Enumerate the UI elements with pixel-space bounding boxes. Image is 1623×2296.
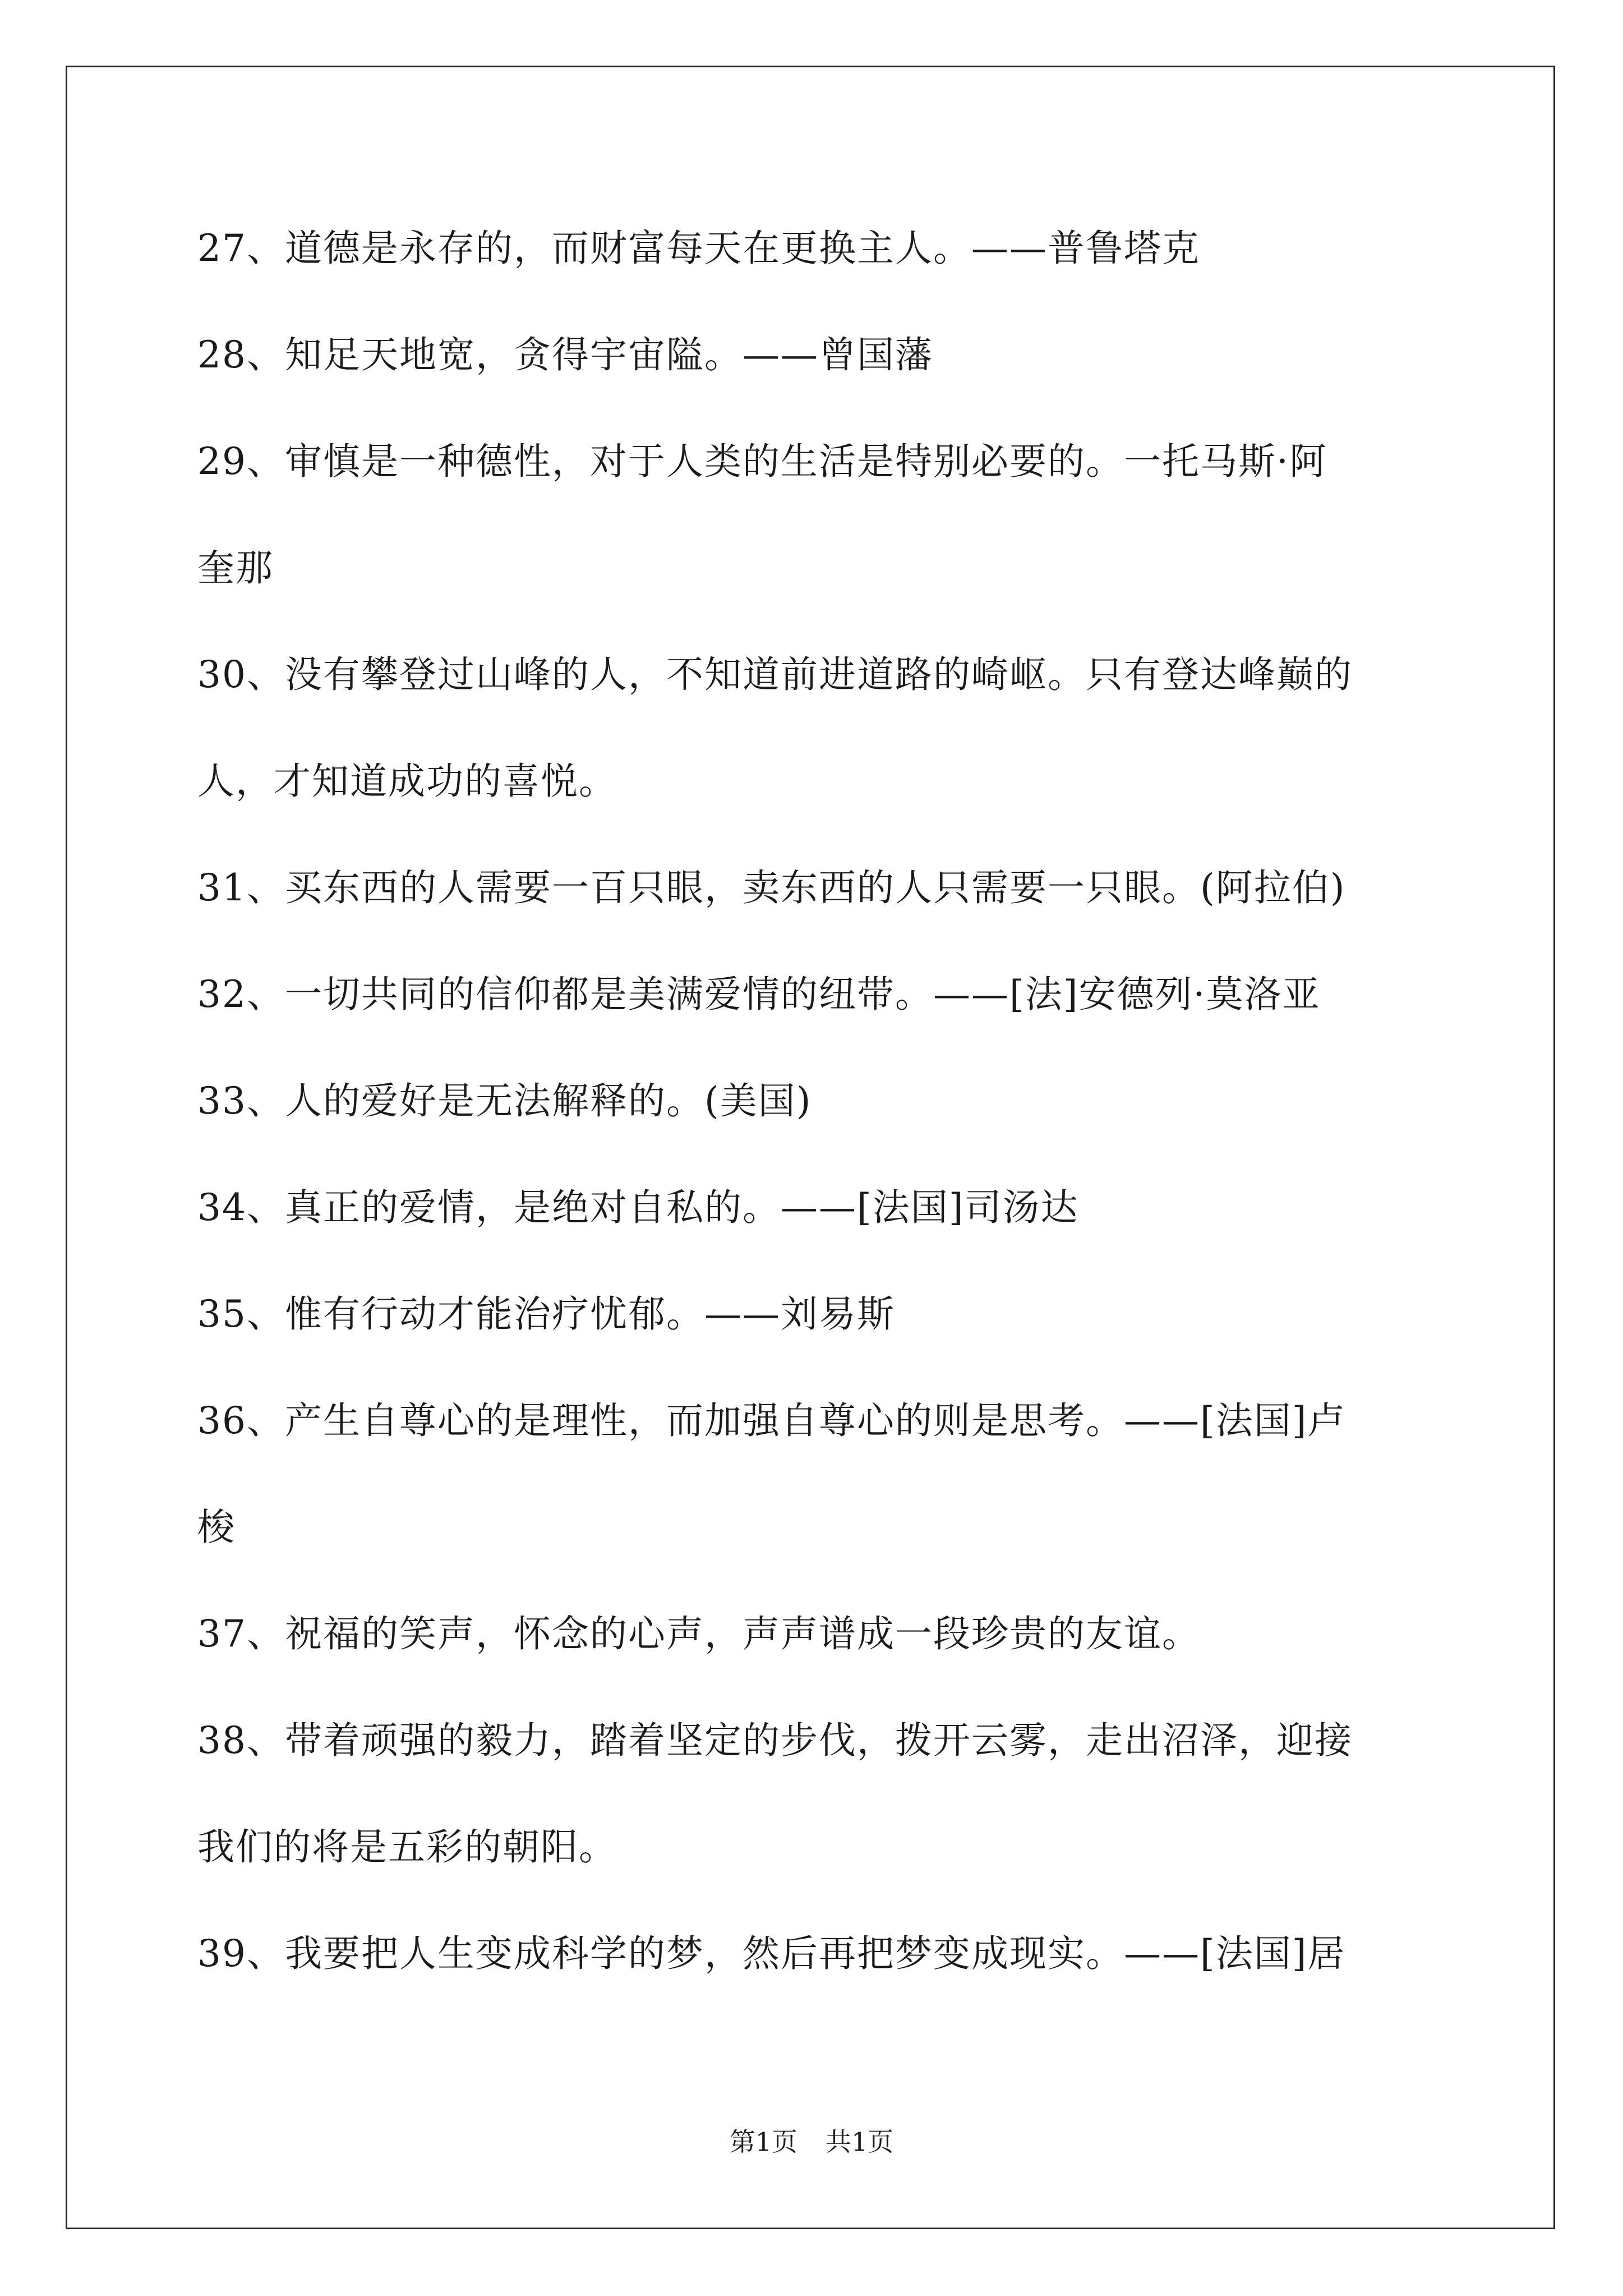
text-line: 我们的将是五彩的朝阳。 bbox=[197, 1825, 617, 1869]
text-line: 35、惟有行动才能治疗忧郁。——刘易斯 bbox=[197, 1292, 895, 1336]
text-line: 梭 bbox=[197, 1506, 236, 1549]
text-line: 人，才知道成功的喜悦。 bbox=[197, 760, 617, 803]
text-line: 33、人的爱好是无法解释的。(美国) bbox=[197, 1079, 812, 1122]
text-line: 37、祝福的笑声，怀念的心声，声声谱成一段珍贵的友谊。 bbox=[197, 1612, 1200, 1655]
page-count: 共1页 bbox=[826, 2127, 894, 2157]
text-line: 29、审慎是一种德性，对于人类的生活是特别必要的。一托马斯·阿 bbox=[197, 440, 1327, 483]
text-line: 32、一切共同的信仰都是美满爱情的纽带。——[法]安德列·莫洛亚 bbox=[197, 973, 1321, 1016]
text-line: 30、没有攀登过山峰的人，不知道前进道路的崎岖。只有登达峰巅的 bbox=[197, 653, 1353, 696]
text-line: 34、真正的爱情，是绝对自私的。——[法国]司汤达 bbox=[197, 1186, 1079, 1229]
page-border bbox=[66, 66, 1555, 2229]
text-line: 28、知足天地宽，贪得宇宙隘。——曾国藩 bbox=[197, 333, 933, 376]
page-footer bbox=[0, 2125, 1623, 2159]
text-line: 27、道德是永存的，而财富每天在更换主人。——普鲁塔克 bbox=[197, 227, 1200, 270]
text-line: 39、我要把人生变成科学的梦，然后再把梦变成现实。——[法国]居 bbox=[197, 1932, 1346, 1975]
text-line: 31、买东西的人需要一百只眼，卖东西的人只需要一只眼。(阿拉伯) bbox=[197, 866, 1346, 909]
text-line: 36、产生自尊心的是理性，而加强自尊心的则是思考。——[法国]卢 bbox=[197, 1399, 1346, 1442]
text-line: 38、带着顽强的毅力，踏着坚定的步伐，拨开云雾，走出沼泽，迎接 bbox=[197, 1719, 1353, 1762]
text-line: 奎那 bbox=[197, 546, 274, 590]
page-number: 第1页 bbox=[729, 2127, 797, 2157]
